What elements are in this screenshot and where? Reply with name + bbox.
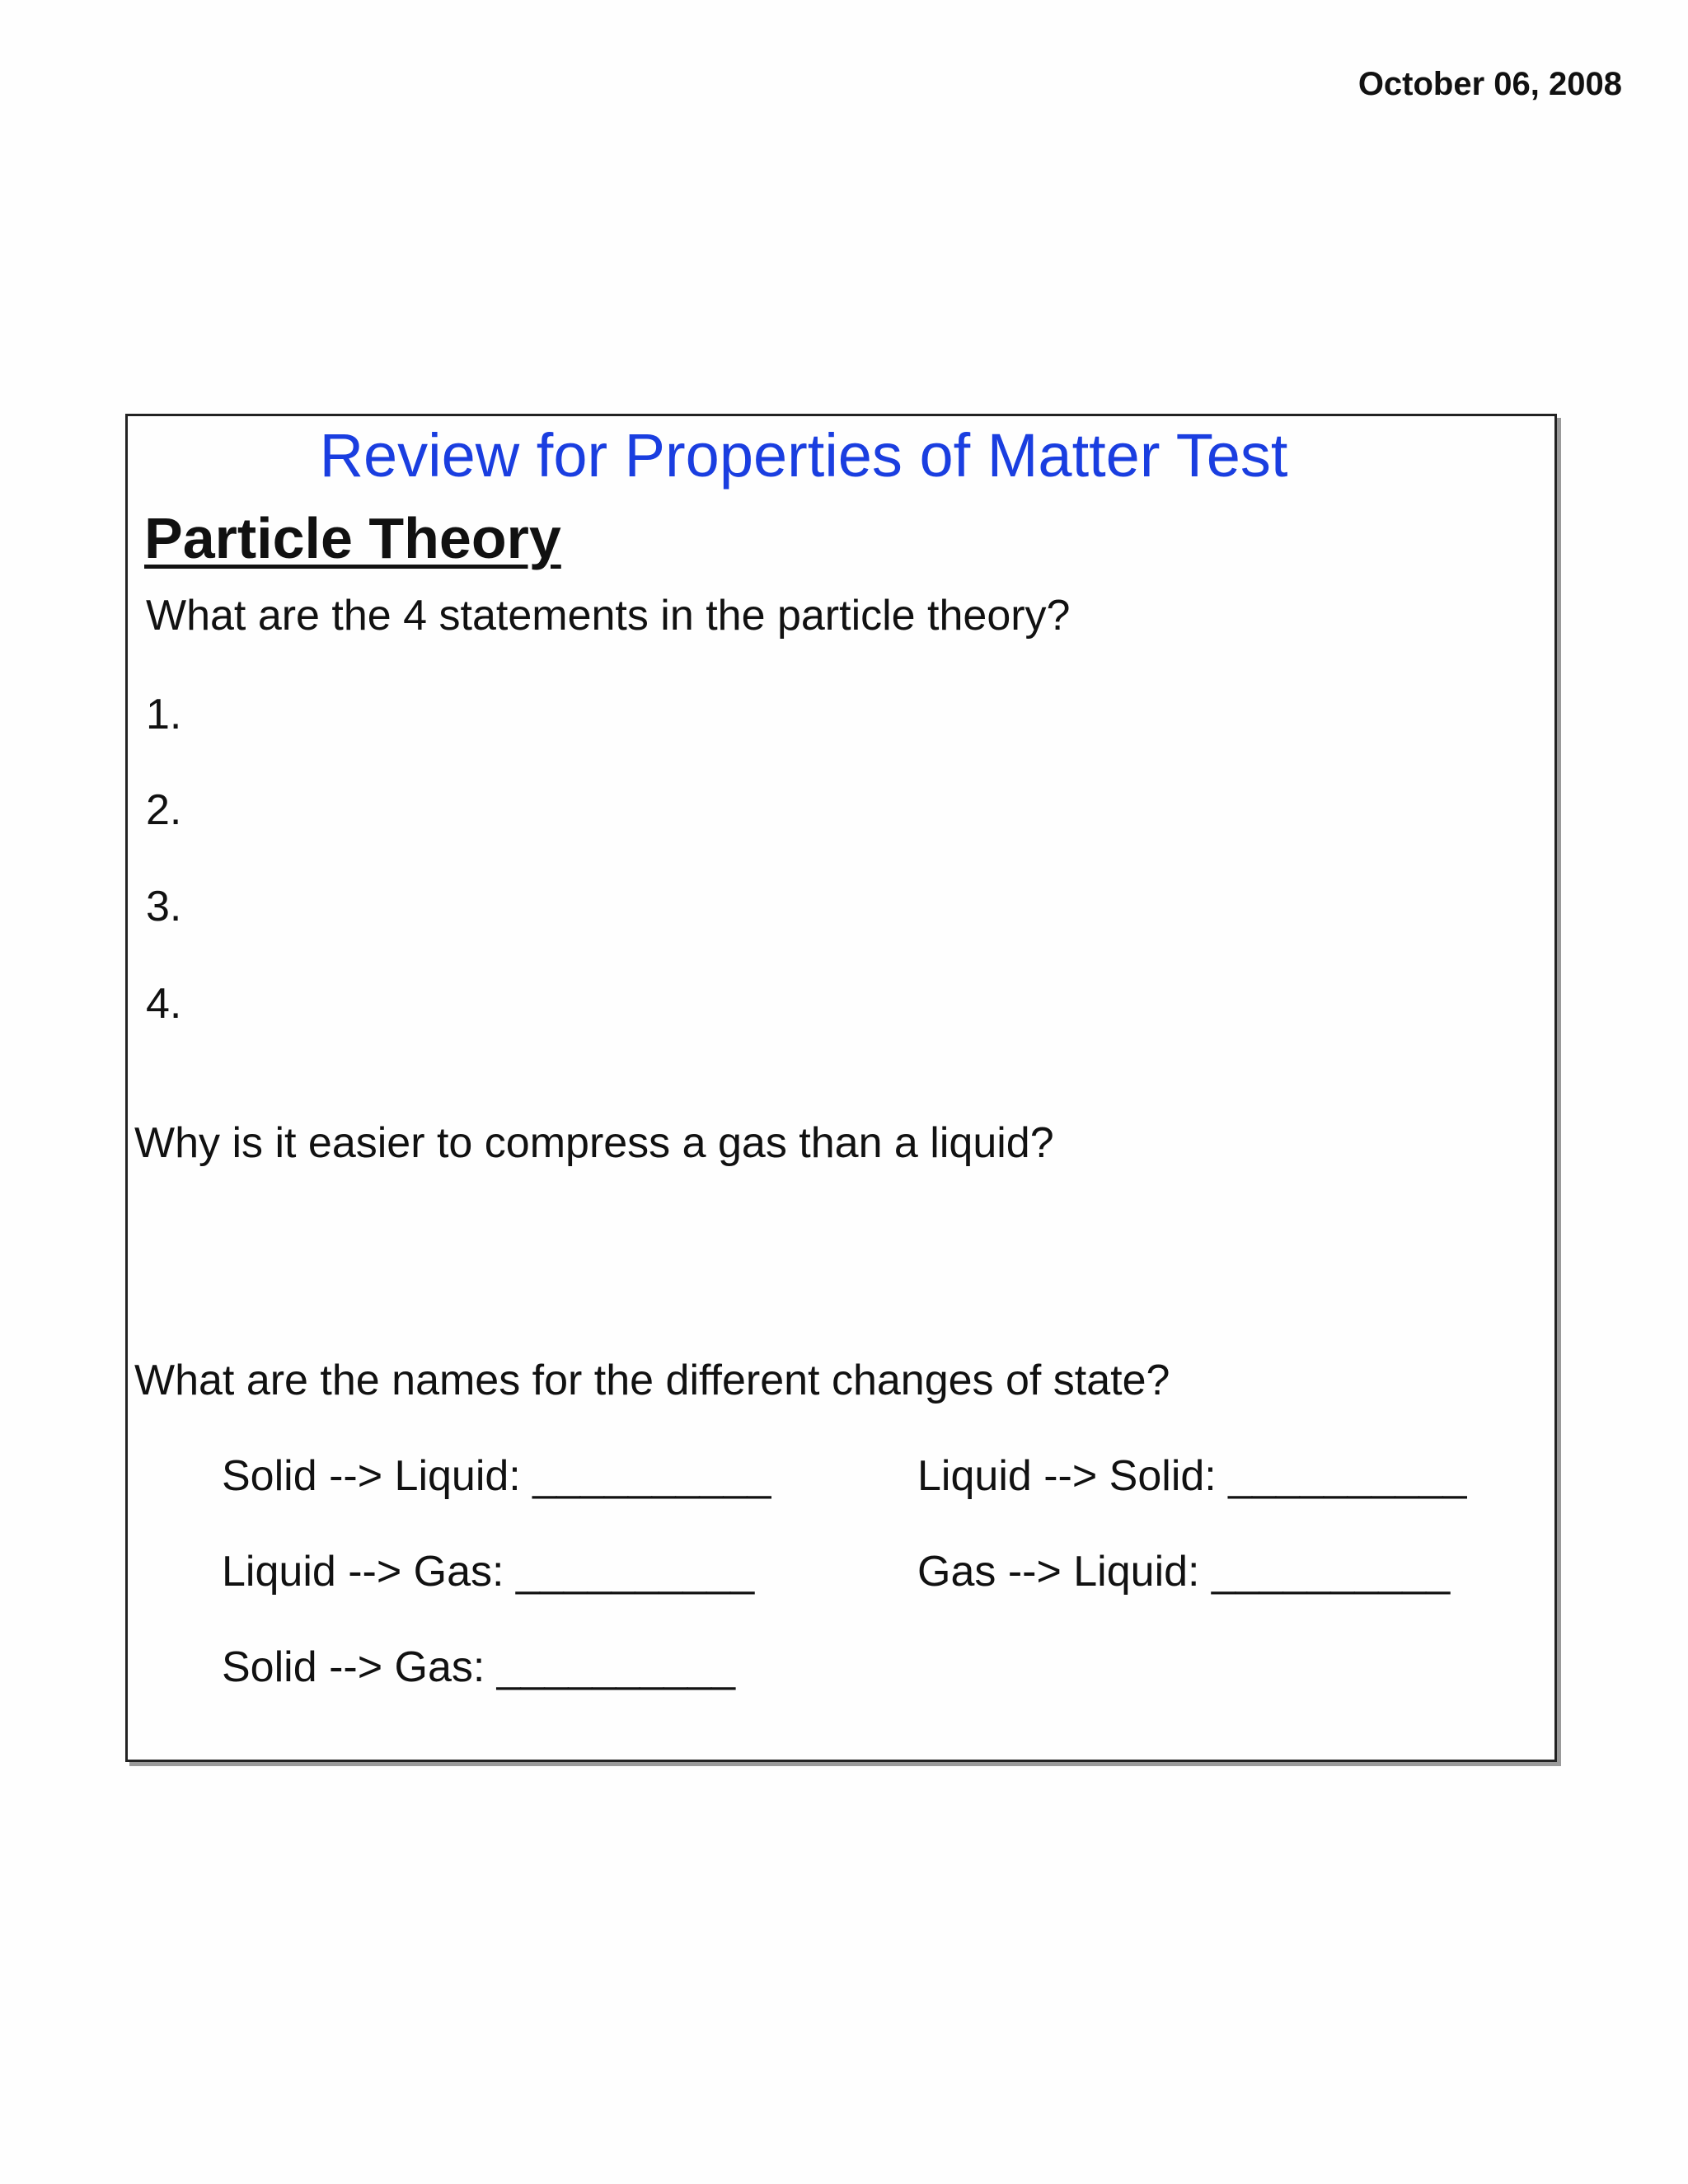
question-compress-gas: Why is it easier to compress a gas than a liquid?: [134, 1119, 1054, 1167]
question-particle-statements: What are the 4 statements in the particle theory?: [146, 592, 1071, 640]
review-card: [125, 414, 1557, 1762]
change-solid-to-liquid: Solid --> Liquid: __________: [222, 1452, 771, 1500]
section-heading-particle-theory: Particle Theory: [144, 506, 561, 570]
change-liquid-to-solid: Liquid --> Solid: __________: [917, 1452, 1467, 1500]
question-changes-of-state: What are the names for the different changes of state?: [134, 1357, 1170, 1404]
change-gas-to-liquid: Gas --> Liquid: __________: [917, 1548, 1451, 1596]
change-solid-to-gas: Solid --> Gas: __________: [222, 1643, 735, 1691]
answer-number-3: 3.: [146, 883, 182, 930]
answer-number-1: 1.: [146, 691, 182, 738]
change-liquid-to-gas: Liquid --> Gas: __________: [222, 1548, 755, 1596]
worksheet-title: Review for Properties of Matter Test: [319, 421, 1288, 490]
answer-number-2: 2.: [146, 786, 182, 834]
page-date: October 06, 2008: [1357, 66, 1622, 102]
answer-number-4: 4.: [146, 980, 182, 1028]
